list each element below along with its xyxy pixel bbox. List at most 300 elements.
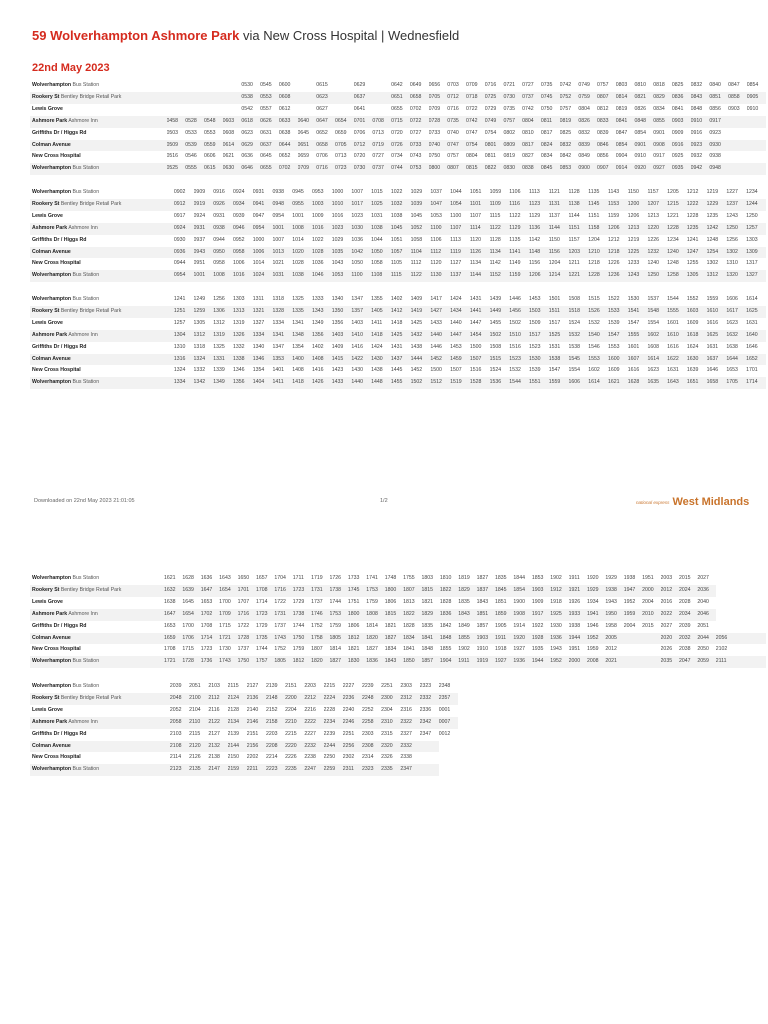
departure-time: 1138 <box>569 199 589 211</box>
departure-time: 0802 <box>503 129 515 136</box>
departure-time: 0733 <box>410 140 429 152</box>
departure-time: 1021 <box>272 260 285 267</box>
stop-label: Rookery St <box>32 307 60 314</box>
departure-time: 1537 <box>647 296 659 302</box>
departure-time: 0708 <box>372 116 391 128</box>
departure-time: 1023 <box>332 223 352 235</box>
stop-name <box>30 116 167 128</box>
departure-time: 1204 <box>588 236 600 243</box>
departure-time: 1455 <box>489 319 502 326</box>
stop-label: Colman Avenue <box>32 355 71 362</box>
stop-sublabel: Bus Station <box>71 575 100 581</box>
departure-time: 0623 <box>316 92 335 104</box>
departure-time: 0819 <box>615 105 628 112</box>
departure-time: 1430 <box>351 367 363 374</box>
stop-name <box>30 342 174 354</box>
departure-time: 1207 <box>647 199 667 211</box>
departure-time: 0916 <box>690 129 703 136</box>
departure-time: 1158 <box>588 223 608 235</box>
departure-time: 1151 <box>588 212 600 219</box>
departure-time: 1544 <box>509 377 529 389</box>
departure-time: 1524 <box>568 319 581 326</box>
departure-time: 1807 <box>311 646 323 653</box>
departure-time: 1440 <box>430 330 450 342</box>
departure-time: 1101 <box>470 199 490 211</box>
departure-time: 1744 <box>255 646 268 653</box>
departure-time: 1446 <box>509 296 521 302</box>
departure-time: 1234 <box>667 236 679 243</box>
departure-time: 1438 <box>371 367 383 374</box>
departure-time: 1044 <box>371 236 383 243</box>
departure-time: 1522 <box>607 296 620 302</box>
departure-time: 1447 <box>469 319 482 326</box>
departure-time: 2348 <box>438 683 451 689</box>
timetable-row <box>30 597 766 609</box>
timetable-row <box>30 633 766 645</box>
departure-time: 1539 <box>607 319 620 326</box>
departure-time: 0725 <box>485 92 504 104</box>
timetable-row <box>30 585 766 597</box>
departure-time: 1659 <box>164 633 182 645</box>
departure-time: 1233 <box>627 260 640 267</box>
departure-time: 0942 <box>691 163 710 175</box>
departure-time: 1621 <box>608 377 628 389</box>
departure-time <box>298 104 317 116</box>
departure-time: 1658 <box>707 377 727 389</box>
departure-time: 0858 <box>728 92 747 104</box>
departure-time: 0727 <box>522 82 534 88</box>
departure-time: 1523 <box>509 354 529 366</box>
departure-time: 2158 <box>266 717 285 729</box>
departure-time: 2252 <box>361 706 374 713</box>
departure-time: 0938 <box>272 189 285 195</box>
departure-time: 1623 <box>647 367 659 374</box>
departure-time: 1050 <box>351 260 363 267</box>
departure-time: 2338 <box>400 754 412 761</box>
departure-time: 1256 <box>213 296 225 302</box>
departure-time: 0530 <box>241 82 253 88</box>
departure-time: 0747 <box>447 140 466 152</box>
departure-time: 0539 <box>185 140 204 152</box>
departure-time: 2128 <box>227 706 240 713</box>
departure-time: 1411 <box>272 377 292 389</box>
departure-time: 1624 <box>686 343 699 350</box>
departure-time: 1401 <box>272 367 285 374</box>
route-via: via New Cross Hospital | Wednesfield <box>242 28 460 43</box>
departure-time: 0936 <box>174 247 194 259</box>
departure-time: 1229 <box>707 199 727 211</box>
departure-time: 2210 <box>285 717 304 729</box>
departure-time: 2138 <box>208 754 220 761</box>
departure-time: 1944 <box>532 656 550 668</box>
departure-time: 1958 <box>605 622 617 629</box>
departure-time: 1555 <box>628 330 648 342</box>
departure-time: 1728 <box>182 656 200 668</box>
departure-time: 0826 <box>634 105 647 112</box>
departure-time: 2010 <box>642 609 660 621</box>
timetable-row <box>30 306 766 318</box>
departure-time: 1418 <box>292 377 312 389</box>
departure-time: 1517 <box>529 330 549 342</box>
departure-time: 1759 <box>366 598 378 605</box>
departure-time: 1524 <box>489 367 502 374</box>
departure-time: 0553 <box>203 129 216 136</box>
departure-time: 1416 <box>351 343 363 350</box>
departure-time: 1144 <box>470 270 490 282</box>
departure-time: 1941 <box>587 609 605 621</box>
stop-label: Wolverhampton <box>32 189 72 195</box>
stop-name <box>30 621 164 633</box>
departure-time: 0712 <box>354 140 373 152</box>
departure-time: 1910 <box>476 646 489 653</box>
departure-time: 1516 <box>509 343 521 350</box>
departure-time: 1855 <box>458 633 476 645</box>
departure-time: 2032 <box>679 633 697 645</box>
departure-time: 0814 <box>616 92 635 104</box>
departure-time: 1904 <box>440 656 458 668</box>
departure-time: 1250 <box>726 223 746 235</box>
stop-sublabel: Bus Station <box>71 189 100 195</box>
stop-name <box>30 318 174 330</box>
stop-label: Wolverhampton <box>32 165 72 172</box>
departure-time: 1546 <box>588 343 600 350</box>
departure-time: 1348 <box>292 330 312 342</box>
timetable-row <box>30 92 766 104</box>
departure-time: 0542 <box>241 105 253 112</box>
departure-time: 0834 <box>653 105 665 112</box>
departure-time: 1448 <box>371 377 391 389</box>
departure-time: 1805 <box>330 633 348 645</box>
departure-time: 2332 <box>400 741 419 753</box>
departure-time: 0825 <box>559 129 572 136</box>
departure-time: 2256 <box>343 741 362 753</box>
departure-time: 1402 <box>390 296 403 302</box>
departure-time: 1654 <box>182 609 200 621</box>
departure-time: 1707 <box>237 598 250 605</box>
departure-time: 1647 <box>201 585 219 597</box>
departure-time: 1418 <box>371 330 391 342</box>
departure-time: 1331 <box>213 354 233 366</box>
departure-time: 1905 <box>495 622 507 629</box>
departure-time: 1755 <box>403 575 415 581</box>
departure-time: 2038 <box>678 646 691 653</box>
stop-name <box>30 128 167 140</box>
stop-name <box>30 609 164 621</box>
departure-time: 2222 <box>304 717 323 729</box>
departure-time: 1806 <box>347 622 360 629</box>
departure-time: 1533 <box>608 306 628 318</box>
departure-time: 0901 <box>634 140 653 152</box>
departure-time: 0723 <box>335 163 354 175</box>
departure-time: 1631 <box>746 319 758 326</box>
departure-time: 0720 <box>391 129 403 136</box>
departure-time: 0715 <box>391 116 410 128</box>
departure-time: 0608 <box>222 129 235 136</box>
departure-time: 0712 <box>447 92 466 104</box>
departure-time: 1241 <box>686 236 699 243</box>
departure-time: 1120 <box>469 236 481 243</box>
departure-time: 1020 <box>292 247 312 259</box>
departure-time <box>185 80 204 92</box>
timetable-row <box>30 705 458 717</box>
departure-time: 1459 <box>450 354 470 366</box>
departure-time: 1135 <box>588 189 600 195</box>
departure-time: 2151 <box>285 683 297 689</box>
departure-time <box>741 656 766 668</box>
departure-time: 1851 <box>477 609 495 621</box>
stop-label: Ashmore Park <box>32 718 68 725</box>
timetable-row <box>30 151 766 163</box>
departure-time: 0007 <box>439 717 458 729</box>
departure-time: 0819 <box>503 153 515 160</box>
departure-time: 2220 <box>285 741 304 753</box>
departure-time: 1431 <box>390 343 403 350</box>
departure-time: 2115 <box>227 683 239 689</box>
departure-time: 1149 <box>509 260 521 267</box>
stop-sublabel: Ashmore Inn <box>67 718 98 725</box>
departure-time: 1032 <box>391 199 411 211</box>
departure-time: 1532 <box>569 330 589 342</box>
departure-time: 1145 <box>588 199 608 211</box>
departure-time: 1235 <box>706 212 719 219</box>
departure-time: 1917 <box>532 609 550 621</box>
stop-label: Lewis Grove <box>32 105 63 112</box>
departure-time: 0603 <box>223 116 242 128</box>
departure-time: 1152 <box>490 270 510 282</box>
departure-time: 2115 <box>189 730 201 737</box>
departure-time: 0737 <box>372 163 391 175</box>
departure-time: 1248 <box>706 236 719 243</box>
departure-time: 0645 <box>260 153 272 160</box>
departure-time: 0722 <box>410 116 429 128</box>
timetable-row <box>30 163 766 175</box>
departure-time: 1515 <box>588 296 600 302</box>
stop-sublabel: Bus Station <box>71 683 100 689</box>
departure-time: 2215 <box>285 730 297 737</box>
stop-label: Colman Avenue <box>32 248 71 255</box>
stop-label: Rookery St <box>32 694 60 701</box>
departure-time: 1616 <box>667 343 679 350</box>
departure-time: 0817 <box>522 140 541 152</box>
stop-name <box>30 247 174 259</box>
stop-label: New Cross Hospital <box>32 646 81 653</box>
departure-time: 1043 <box>331 260 344 267</box>
departure-time: 1016 <box>312 223 332 235</box>
departure-time: 1024 <box>253 270 273 282</box>
departure-time: 1156 <box>529 260 541 267</box>
departure-time: 1943 <box>550 646 562 653</box>
stop-label: Wolverhampton <box>32 296 72 302</box>
departure-time: 1256 <box>726 236 738 243</box>
timetable-row <box>30 116 766 128</box>
departure-time: 2347 <box>400 764 419 776</box>
departure-time: 0538 <box>241 92 260 104</box>
departure-time: 1952 <box>550 656 568 668</box>
stop-label: Ashmore Park <box>32 610 68 617</box>
stop-name <box>30 270 174 282</box>
departure-time: 1750 <box>293 633 311 645</box>
departure-time: 1412 <box>391 306 411 318</box>
departure-time: 0846 <box>597 140 616 152</box>
departure-time: 1008 <box>213 270 233 282</box>
departure-time: 0757 <box>503 116 522 128</box>
departure-time: 1944 <box>569 633 587 645</box>
departure-time: 0848 <box>690 105 703 112</box>
departure-time: 1614 <box>647 354 667 366</box>
departure-time: 1741 <box>366 575 378 581</box>
departure-time: 1728 <box>238 633 256 645</box>
departure-time: 1603 <box>687 306 707 318</box>
departure-time: 1241 <box>173 296 186 302</box>
departure-time: 1554 <box>568 367 581 374</box>
departure-time: 1031 <box>371 212 383 219</box>
departure-time: 0917 <box>173 212 186 219</box>
departure-time: 0910 <box>746 105 759 112</box>
departure-time: 1410 <box>351 330 371 342</box>
departure-time: 1854 <box>513 585 531 597</box>
stop-sublabel: Bus Station <box>71 296 100 302</box>
departure-time: 0848 <box>634 116 653 128</box>
departure-time: 1143 <box>607 189 620 195</box>
departure-time: 0503 <box>166 129 179 136</box>
departure-time: 2104 <box>189 706 201 713</box>
departure-time: 1705 <box>726 377 746 389</box>
departure-time: 1614 <box>746 296 758 302</box>
stop-label: Rookery St <box>32 200 60 207</box>
departure-time: 1159 <box>607 212 620 219</box>
departure-time: 1212 <box>607 236 620 243</box>
departure-time: 1759 <box>329 622 342 629</box>
stop-name <box>30 705 170 717</box>
stop-name <box>30 330 174 342</box>
departure-time: 0647 <box>316 116 335 128</box>
departure-time: 1827 <box>385 633 403 645</box>
departure-time: 2238 <box>304 754 316 761</box>
stop-name <box>30 199 174 211</box>
departure-time: 1243 <box>628 270 648 282</box>
departure-time: 1652 <box>746 354 766 366</box>
departure-time: 1114 <box>470 223 490 235</box>
departure-time: 0742 <box>522 105 534 112</box>
departure-time: 1554 <box>647 319 659 326</box>
departure-time: 2000 <box>569 656 587 668</box>
departure-time <box>204 80 223 92</box>
departure-time: 1225 <box>628 247 648 259</box>
departure-time: 2005 <box>605 633 623 645</box>
departure-time: 2322 <box>400 717 419 729</box>
departure-time: 1424 <box>450 296 462 302</box>
departure-time: 0934 <box>233 199 253 211</box>
departure-time: 1327 <box>746 270 766 282</box>
west-midlands-logo <box>636 496 749 508</box>
departure-time: 0951 <box>193 260 206 267</box>
departure-time: 1805 <box>274 656 292 668</box>
departure-time: 0845 <box>541 163 560 175</box>
departure-time: 1836 <box>366 656 384 668</box>
departure-time: 1539 <box>529 367 541 374</box>
departure-time: 1911 <box>495 633 513 645</box>
departure-time <box>298 92 317 104</box>
departure-time: 0919 <box>194 199 214 211</box>
departure-time: 0656 <box>428 82 441 88</box>
departure-time: 1610 <box>667 330 687 342</box>
departure-time: 1719 <box>311 575 323 581</box>
departure-time: 2223 <box>266 764 285 776</box>
stop-label: New Cross Hospital <box>32 153 81 160</box>
departure-time: 1403 <box>332 330 352 342</box>
departure-time: 2251 <box>381 683 393 689</box>
departure-time: 1000 <box>252 236 265 243</box>
stop-name <box>30 223 174 235</box>
departure-time: 1820 <box>366 633 384 645</box>
stop-sublabel: Ashmore Inn <box>67 117 98 124</box>
departure-time: 1608 <box>647 343 659 350</box>
departure-time: 1355 <box>371 296 383 302</box>
departure-time: 1218 <box>588 260 600 267</box>
departure-time: 2123 <box>170 764 189 776</box>
departure-time: 1748 <box>384 575 397 581</box>
departure-time: 1530 <box>529 354 549 366</box>
stop-name <box>30 163 167 175</box>
departure-time: 1058 <box>410 236 423 243</box>
departure-time: 1122 <box>490 223 510 235</box>
departure-time: 1240 <box>647 260 659 267</box>
departure-time: 1701 <box>238 585 256 597</box>
stop-label: New Cross Hospital <box>32 367 81 374</box>
departure-time: 1159 <box>509 270 529 282</box>
route-title: 59 Wolverhampton Ashmore Park <box>32 28 240 43</box>
departure-time: 1234 <box>746 189 758 195</box>
departure-time: 0629 <box>353 82 366 88</box>
departure-time: 0652 <box>316 129 328 136</box>
departure-time: 1646 <box>706 367 719 374</box>
departure-time: 2114 <box>169 754 182 761</box>
departure-time: 1100 <box>351 270 371 282</box>
departure-time: 1903 <box>532 585 550 597</box>
departure-time: 1203 <box>569 247 589 259</box>
departure-time: 1045 <box>410 212 423 219</box>
departure-time: 2250 <box>323 754 336 761</box>
departure-time: 1046 <box>312 270 332 282</box>
departure-time: 1433 <box>332 377 352 389</box>
stop-name <box>30 377 174 389</box>
departure-time: 0735 <box>447 116 466 128</box>
departure-time: 1437 <box>391 354 411 366</box>
departure-time: 2314 <box>361 754 374 761</box>
departure-time: 0740 <box>447 129 459 136</box>
departure-time: 1700 <box>219 598 231 605</box>
departure-time: 0856 <box>709 105 721 112</box>
departure-time: 1752 <box>311 622 323 629</box>
departure-time: 1416 <box>311 367 324 374</box>
stop-label: Wolverhampton <box>32 272 72 279</box>
departure-time: 0633 <box>279 116 298 128</box>
timetable-block-3 <box>30 294 766 389</box>
departure-time: 1509 <box>529 319 541 326</box>
departure-time: 1120 <box>430 260 442 267</box>
departure-time: 1625 <box>707 330 727 342</box>
departure-time: 1938 <box>623 575 636 581</box>
departure-time: 1601 <box>667 319 679 326</box>
departure-time: 2212 <box>304 693 323 705</box>
departure-time: 0729 <box>484 105 497 112</box>
departure-time: 0804 <box>578 105 590 112</box>
departure-time: 1951 <box>568 646 581 653</box>
timetable-block-5 <box>30 681 458 776</box>
departure-time: 0946 <box>233 223 253 235</box>
departure-time: 1737 <box>237 646 250 653</box>
departure-time: 0702 <box>279 163 298 175</box>
